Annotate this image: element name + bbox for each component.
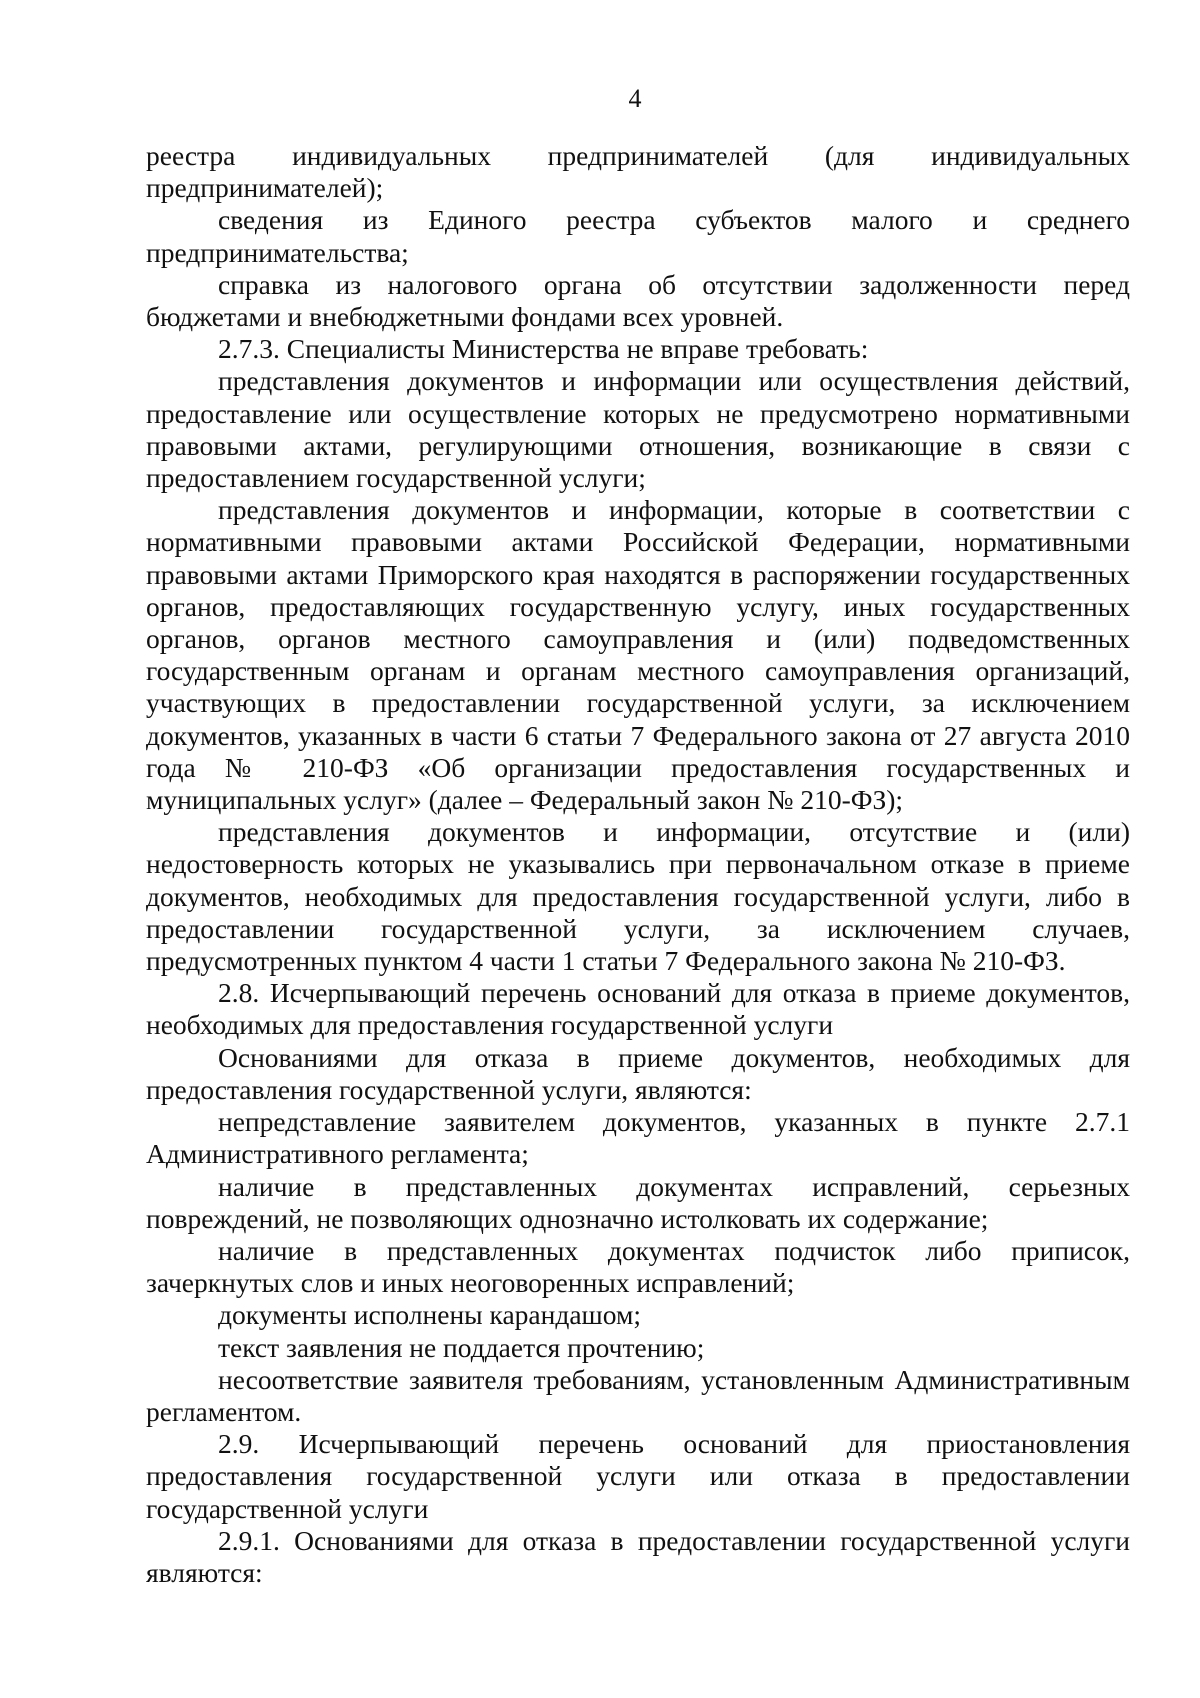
- paragraph: наличие в представленных документах исправлений, серьезных повреждений, не позволяющих однозначно истолковать их содержание;: [146, 1170, 1130, 1234]
- paragraph: реестра индивидуальных предпринимателей (для индивидуальных предпринимателей);: [146, 140, 1130, 204]
- paragraph: сведения из Единого реестра субъектов малого и среднего предпринимательства;: [146, 204, 1130, 268]
- page-number: 4: [628, 84, 642, 113]
- paragraph-section-2-9: 2.9. Исчерпывающий перечень оснований для приостановления предоставления государственной услуги или отказа в предоставлении государственной услуги: [146, 1428, 1130, 1524]
- paragraph: непредставление заявителем документов, указанных в пункте 2.7.1 Административного регламента;: [146, 1106, 1130, 1170]
- paragraph: представления документов и информации, которые в соответствии с нормативными правовыми актами Российской Федерации, нормативными правовыми актами Приморского края находятся в распоряжении государственных органов, предоставляющих государственную услугу, иных государственных органов, органов местного самоуправления и (или) подведомственных государственным органам и органам местного самоуправления организаций, участвующих в предоставлении государственной услуги, за исключением документов, указанных в части 6 статьи 7 Федерального закона от 27 августа 2010 года № 210-ФЗ «Об организации предоставления государственных и муниципальных услуг» (далее – Федеральный закон № 210-ФЗ);: [146, 494, 1130, 816]
- paragraph: справка из налогового органа об отсутствии задолженности перед бюджетами и внебюджетными фондами всех уровней.: [146, 268, 1130, 333]
- paragraph: документы исполнены карандашом;: [218, 1299, 642, 1331]
- paragraph-section-2-9-1: 2.9.1. Основаниями для отказа в предоставлении государственной услуги являются:: [146, 1524, 1130, 1588]
- document-body: [146, 140, 1130, 1589]
- paragraph: текст заявления не поддается прочтению;: [218, 1331, 705, 1363]
- paragraph-section-2-8: 2.8. Исчерпывающий перечень оснований для отказа в приеме документов, необходимых для предоставления государственной услуги: [146, 977, 1130, 1041]
- paragraph: Основаниями для отказа в приеме документов, необходимых для предоставления государственной услуги, являются:: [146, 1041, 1130, 1105]
- paragraph: наличие в представленных документах подчисток либо приписок, зачеркнутых слов и иных неоговоренных исправлений;: [146, 1234, 1130, 1299]
- paragraph: несоответствие заявителя требованиям, установленным Административным регламентом.: [146, 1363, 1130, 1427]
- paragraph-section-2-7-3: 2.7.3. Специалисты Министерства не вправе требовать:: [218, 333, 869, 365]
- paragraph: представления документов и информации, отсутствие и (или) недостоверность которых не указывались при первоначальном отказе в приеме документов, необходимых для предоставления государственной услуги, либо в предоставлении государственной услуги, за исключением случаев, предусмотренных пунктом 4 части 1 статьи 7 Федерального закона № 210-ФЗ.: [146, 816, 1130, 977]
- paragraph: представления документов и информации или осуществления действий, предоставление или осуществление которых не предусмотрено нормативными правовыми актами, регулирующими отношения, возникающие в связи с предоставлением государственной услуги;: [146, 365, 1130, 494]
